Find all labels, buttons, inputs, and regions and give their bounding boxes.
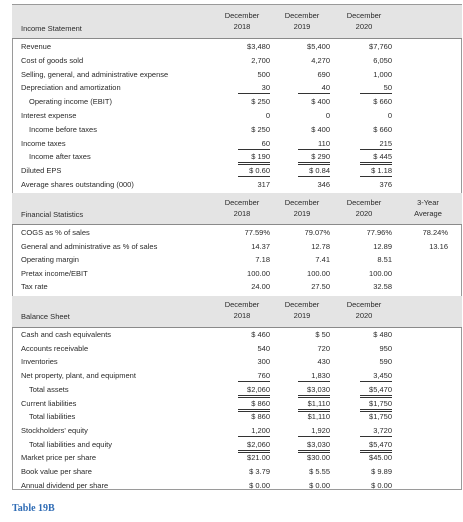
double-underline xyxy=(298,409,330,412)
cell-value: 2,700 xyxy=(251,55,270,65)
col-header: December xyxy=(346,300,382,309)
cell-value: $ 5.55 xyxy=(309,467,330,476)
underline xyxy=(238,176,270,177)
col-header: 2019 xyxy=(293,209,311,218)
section-title: Income Statement xyxy=(21,24,82,33)
cell-value: $21.00 xyxy=(247,453,270,463)
cell-value: $ 0.00 xyxy=(249,480,270,490)
cell-value: $7,760 xyxy=(369,42,392,51)
row-label: General and administrative as % of sales xyxy=(21,241,158,251)
cell-value: $5,470 xyxy=(369,384,392,394)
row-label: Tax rate xyxy=(21,282,48,292)
cell-value: 27.50 xyxy=(311,282,330,292)
cell-value: $ 50 xyxy=(315,330,330,339)
cell-value: 100.00 xyxy=(369,268,392,278)
cell-value: 12.78 xyxy=(311,241,330,251)
row-label: Accounts receivable xyxy=(21,343,89,353)
cell-value: 3,720 xyxy=(373,425,392,435)
cell-value: 720 xyxy=(317,343,330,353)
underline xyxy=(360,176,392,177)
cell-value: $ 400 xyxy=(311,97,330,107)
col-header: December xyxy=(224,198,260,207)
underline xyxy=(360,381,392,382)
divider xyxy=(12,327,462,328)
cell-value: $5,400 xyxy=(307,42,330,51)
cell-value: 950 xyxy=(379,343,392,353)
cell-value: 7.18 xyxy=(255,255,270,265)
cell-value: 6,050 xyxy=(373,55,392,65)
cell-value: 430 xyxy=(317,357,330,367)
cell-value: $1,750 xyxy=(369,412,392,422)
underline xyxy=(360,93,392,94)
row-label: Pretax income/EBIT xyxy=(21,268,88,278)
cell-value: 0 xyxy=(325,111,330,120)
row-label: Operating margin xyxy=(21,255,79,265)
cell-value: 24.00 xyxy=(251,282,270,292)
col-header: 2018 xyxy=(233,311,251,320)
row-label: Income taxes xyxy=(21,138,66,148)
divider xyxy=(12,38,462,39)
cell-value: $ 660 xyxy=(373,97,392,107)
cell-value: 1,200 xyxy=(251,425,270,435)
cell-value: $1,110 xyxy=(307,398,330,408)
underline xyxy=(360,149,392,150)
section-title: Financial Statistics xyxy=(21,210,84,219)
row-label: Cash and cash equivalents xyxy=(21,330,112,339)
cell-value: 317 xyxy=(257,180,270,189)
cell-value: $30.00 xyxy=(307,453,330,463)
cell-value: 540 xyxy=(257,343,270,353)
col-header: December xyxy=(284,11,320,20)
double-underline xyxy=(360,450,392,453)
cell-value: 346 xyxy=(317,180,330,189)
col-header: December xyxy=(284,300,320,309)
cell-value: $3,030 xyxy=(307,439,330,449)
double-underline xyxy=(298,162,330,165)
underline xyxy=(298,381,330,382)
row-label: Current liabilities xyxy=(21,398,77,408)
row-label: Income after taxes xyxy=(29,152,91,162)
underline xyxy=(298,93,330,94)
cell-value: 1,920 xyxy=(311,425,330,435)
cell-value: $ 3.79 xyxy=(249,467,270,476)
col-header: 3-Year xyxy=(417,198,439,207)
cell-value: 300 xyxy=(257,357,270,367)
cell-value: 1,830 xyxy=(311,371,330,381)
cell-value: $3,480 xyxy=(247,42,270,51)
row-label: Revenue xyxy=(21,42,52,51)
cell-value: 500 xyxy=(257,69,270,79)
col-header: 2018 xyxy=(233,209,251,218)
cell-value: $2,060 xyxy=(247,384,270,394)
cell-value: 32.58 xyxy=(373,282,392,292)
underline xyxy=(238,436,270,437)
double-underline xyxy=(360,162,392,165)
cell-value: $ 0.60 xyxy=(249,166,270,176)
col-header: December xyxy=(346,11,382,20)
row-label: Total liabilities and equity xyxy=(29,439,112,449)
cell-value: $45.00 xyxy=(369,453,392,463)
cell-value: 30 xyxy=(261,83,270,93)
double-underline xyxy=(360,409,392,412)
row-label: Cost of goods sold xyxy=(21,55,84,65)
row-label: COGS as % of sales xyxy=(21,228,90,237)
cell-value: 215 xyxy=(379,138,392,148)
cell-value: 100.00 xyxy=(247,268,270,278)
col-header: 2019 xyxy=(293,311,311,320)
double-underline xyxy=(238,450,270,453)
cell-value: $ 0.84 xyxy=(309,166,330,176)
cell-value: 0 xyxy=(265,111,270,120)
col-header: December xyxy=(284,198,320,207)
row-label: Book value per share xyxy=(21,467,92,476)
row-label: Market price per share xyxy=(21,453,97,463)
cell-value: $1,110 xyxy=(307,412,330,422)
cell-value: $ 1.18 xyxy=(371,166,392,176)
underline xyxy=(238,149,270,150)
divider xyxy=(12,224,462,225)
cell-value: $2,060 xyxy=(247,439,270,449)
cell-value: $5,470 xyxy=(369,439,392,449)
double-underline xyxy=(238,162,270,165)
cell-value: $ 660 xyxy=(373,124,392,134)
double-underline xyxy=(238,395,270,398)
row-label: Depreciation and amortization xyxy=(21,83,121,93)
col-header: Average xyxy=(414,209,442,218)
double-underline xyxy=(238,409,270,412)
col-header: December xyxy=(224,11,260,20)
cell-value: $ 480 xyxy=(373,330,392,339)
row-label: Stockholders' equity xyxy=(21,425,88,435)
cell-value: $ 0.00 xyxy=(309,480,330,490)
cell-value: $ 290 xyxy=(311,152,330,162)
cell-value: 100.00 xyxy=(307,268,330,278)
cell-value: 14.37 xyxy=(251,241,270,251)
cell-value: $ 9.89 xyxy=(371,467,392,476)
cell-value: $ 860 xyxy=(251,412,270,422)
col-header: 2018 xyxy=(233,22,251,31)
cell-value: $3,030 xyxy=(307,384,330,394)
underline xyxy=(298,436,330,437)
cell-value: 12.89 xyxy=(373,241,392,251)
underline xyxy=(298,176,330,177)
row-label: Net property, plant, and equipment xyxy=(21,371,136,381)
cell-value: 8.51 xyxy=(377,255,392,265)
col-header: 2020 xyxy=(355,22,373,31)
cell-value: 376 xyxy=(379,180,392,189)
cell-value: 3,450 xyxy=(373,371,392,381)
row-label: Selling, general, and administrative expense xyxy=(21,69,169,79)
cell-value: 40 xyxy=(321,83,330,93)
section-title: Balance Sheet xyxy=(21,312,70,321)
row-label: Total liabilities xyxy=(29,412,76,422)
double-underline xyxy=(298,395,330,398)
col-header: 2020 xyxy=(355,311,373,320)
col-header: December xyxy=(346,198,382,207)
underline xyxy=(238,93,270,94)
cell-value: $ 190 xyxy=(251,152,270,162)
double-underline xyxy=(360,395,392,398)
col-header: 2020 xyxy=(355,209,373,218)
row-label: Interest expense xyxy=(21,111,77,120)
cell-value: 110 xyxy=(318,138,330,148)
cell-value: 60 xyxy=(261,138,270,148)
row-label: Annual dividend per share xyxy=(21,480,109,490)
cell-value: $ 400 xyxy=(311,124,330,134)
cell-value: $1,750 xyxy=(369,398,392,408)
cell-value: $ 460 xyxy=(251,330,270,339)
col-header: December xyxy=(224,300,260,309)
underline xyxy=(298,149,330,150)
cell-value: 13.16 xyxy=(429,241,448,251)
cell-value: 78.24% xyxy=(422,228,448,237)
cell-value: 79.07% xyxy=(304,228,330,237)
cell-value: 7.41 xyxy=(315,255,330,265)
row-label: Total assets xyxy=(29,384,69,394)
table-caption: Table 19B xyxy=(12,503,55,514)
double-underline xyxy=(298,450,330,453)
cell-value: 690 xyxy=(317,69,330,79)
cell-value: 590 xyxy=(379,357,392,367)
cell-value: 77.96% xyxy=(366,228,392,237)
cell-value: $ 250 xyxy=(251,124,270,134)
row-label: Inventories xyxy=(21,357,58,367)
row-label: Average shares outstanding (000) xyxy=(21,180,134,189)
cell-value: 77.59% xyxy=(244,228,270,237)
row-label: Diluted EPS xyxy=(21,166,62,176)
cell-value: 0 xyxy=(387,111,392,120)
cell-value: 50 xyxy=(383,83,392,93)
row-label: Operating income (EBIT) xyxy=(29,97,112,107)
underline xyxy=(238,381,270,382)
cell-value: $ 860 xyxy=(251,398,270,408)
cell-value: $ 445 xyxy=(373,152,392,162)
col-header: 2019 xyxy=(293,22,311,31)
cell-value: $ 0.00 xyxy=(371,480,392,490)
cell-value: 760 xyxy=(257,371,270,381)
underline xyxy=(360,436,392,437)
cell-value: $ 250 xyxy=(251,97,270,107)
row-label: Income before taxes xyxy=(29,124,97,134)
cell-value: 1,000 xyxy=(373,69,392,79)
cell-value: 4,270 xyxy=(311,55,330,65)
